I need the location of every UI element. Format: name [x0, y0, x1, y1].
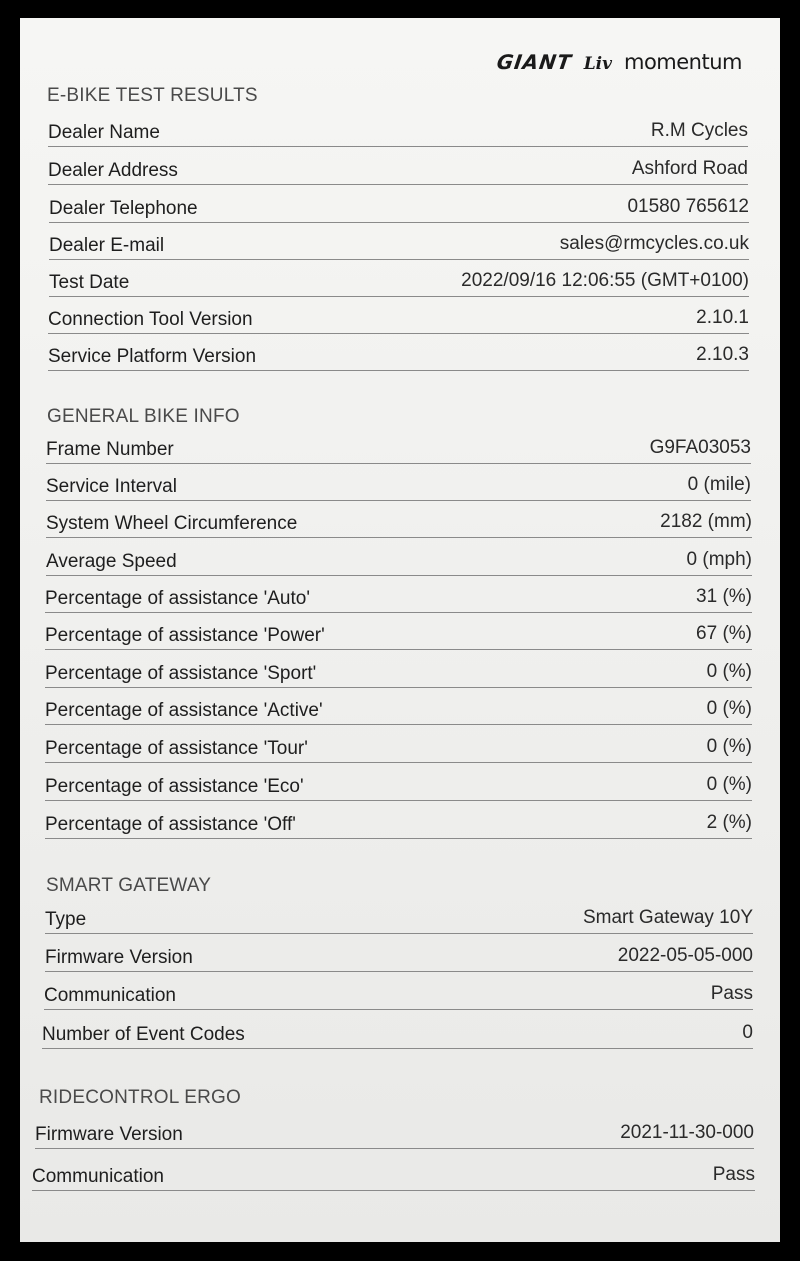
row-gateway-communication	[44, 981, 753, 1010]
row-label: Service Interval	[46, 476, 177, 497]
row-dealer-name	[48, 118, 748, 147]
row-value: 0 (%)	[706, 774, 752, 795]
row-value: 2022/09/16 12:06:55 (GMT+0100)	[461, 270, 749, 291]
row-value: 0 (%)	[706, 698, 752, 719]
row-label: Dealer Address	[48, 160, 178, 181]
row-assistance-sport	[45, 659, 752, 688]
row-test-date	[49, 268, 749, 297]
row-ergo-firmware-version	[35, 1120, 754, 1149]
row-label: Dealer Telephone	[49, 198, 198, 219]
row-label: Type	[45, 909, 87, 930]
section-title-ebike-test-results: E-BIKE TEST RESULTS	[47, 85, 258, 106]
row-value: 01580 765612	[627, 196, 749, 217]
section-title-general-bike-info: GENERAL BIKE INFO	[47, 406, 240, 427]
row-label: Percentage of assistance 'Eco'	[45, 776, 304, 797]
row-label: Communication	[44, 985, 176, 1006]
row-label: Percentage of assistance 'Auto'	[45, 588, 310, 609]
row-connection-tool-version	[48, 305, 749, 334]
row-label: Number of Event Codes	[42, 1024, 245, 1045]
row-number-of-event-codes	[42, 1020, 753, 1049]
test-results-sheet	[20, 18, 780, 1242]
row-system-wheel-circumference	[46, 509, 752, 538]
row-frame-number	[46, 435, 751, 464]
row-service-interval	[46, 472, 751, 501]
momentum-logo: momentum	[624, 50, 742, 74]
row-value: 0	[742, 1022, 753, 1043]
row-label: Percentage of assistance 'Sport'	[45, 663, 317, 684]
row-value: 2022-05-05-000	[617, 945, 753, 966]
row-ergo-communication	[32, 1162, 755, 1191]
row-value: Pass	[712, 1164, 755, 1185]
row-assistance-auto	[45, 584, 752, 613]
row-label: Test Date	[49, 272, 130, 293]
row-value: G9FA03053	[649, 437, 751, 458]
row-assistance-eco	[45, 772, 752, 801]
row-label: System Wheel Circumference	[46, 513, 298, 534]
row-value: 31 (%)	[696, 586, 752, 607]
row-label: Service Platform Version	[48, 346, 257, 367]
liv-logo: Liv	[583, 54, 612, 74]
row-value: 2.10.3	[696, 344, 749, 365]
row-dealer-address	[48, 156, 748, 185]
row-value: Pass	[710, 983, 753, 1004]
row-value: 2182 (mm)	[660, 511, 752, 532]
row-label: Percentage of assistance 'Tour'	[45, 738, 308, 759]
row-label: Dealer Name	[48, 122, 160, 143]
row-assistance-power	[45, 621, 752, 650]
row-dealer-email	[49, 231, 749, 260]
row-value: 2021-11-30-000	[620, 1122, 754, 1143]
row-label: Frame Number	[46, 439, 174, 460]
row-label: Firmware Version	[45, 947, 193, 968]
row-label: Percentage of assistance 'Power'	[45, 625, 325, 646]
row-value: 2 (%)	[706, 812, 752, 833]
row-label: Connection Tool Version	[48, 309, 253, 330]
row-value: Ashford Road	[631, 158, 748, 179]
row-value: 67 (%)	[696, 623, 752, 644]
row-label: Firmware Version	[35, 1124, 183, 1145]
section-title-ridecontrol-ergo: RIDECONTROL ERGO	[39, 1087, 242, 1108]
row-value: 0 (%)	[706, 661, 752, 682]
row-value: sales@rmcycles.co.uk	[559, 233, 749, 254]
row-label: Communication	[32, 1166, 164, 1187]
row-gateway-type	[45, 905, 753, 934]
row-label: Dealer E-mail	[49, 235, 165, 256]
row-service-platform-version	[48, 342, 749, 371]
row-dealer-telephone	[49, 194, 749, 223]
row-average-speed	[46, 547, 752, 576]
row-value: 0 (mile)	[687, 474, 751, 495]
row-value: 2.10.1	[696, 307, 749, 328]
row-value: R.M Cycles	[650, 120, 748, 141]
row-label: Average Speed	[46, 551, 177, 572]
row-label: Percentage of assistance 'Off'	[45, 814, 296, 835]
row-value: Smart Gateway 10Y	[582, 907, 753, 928]
row-assistance-off	[45, 810, 752, 839]
brand-logos	[497, 46, 742, 74]
section-title-smart-gateway: SMART GATEWAY	[46, 875, 212, 896]
row-assistance-active	[45, 696, 752, 725]
row-value: 0 (%)	[706, 736, 752, 757]
row-gateway-firmware-version	[45, 943, 753, 972]
row-label: Percentage of assistance 'Active'	[45, 700, 323, 721]
row-value: 0 (mph)	[686, 549, 752, 570]
giant-logo: GIANT	[495, 50, 574, 74]
row-assistance-tour	[45, 734, 752, 763]
